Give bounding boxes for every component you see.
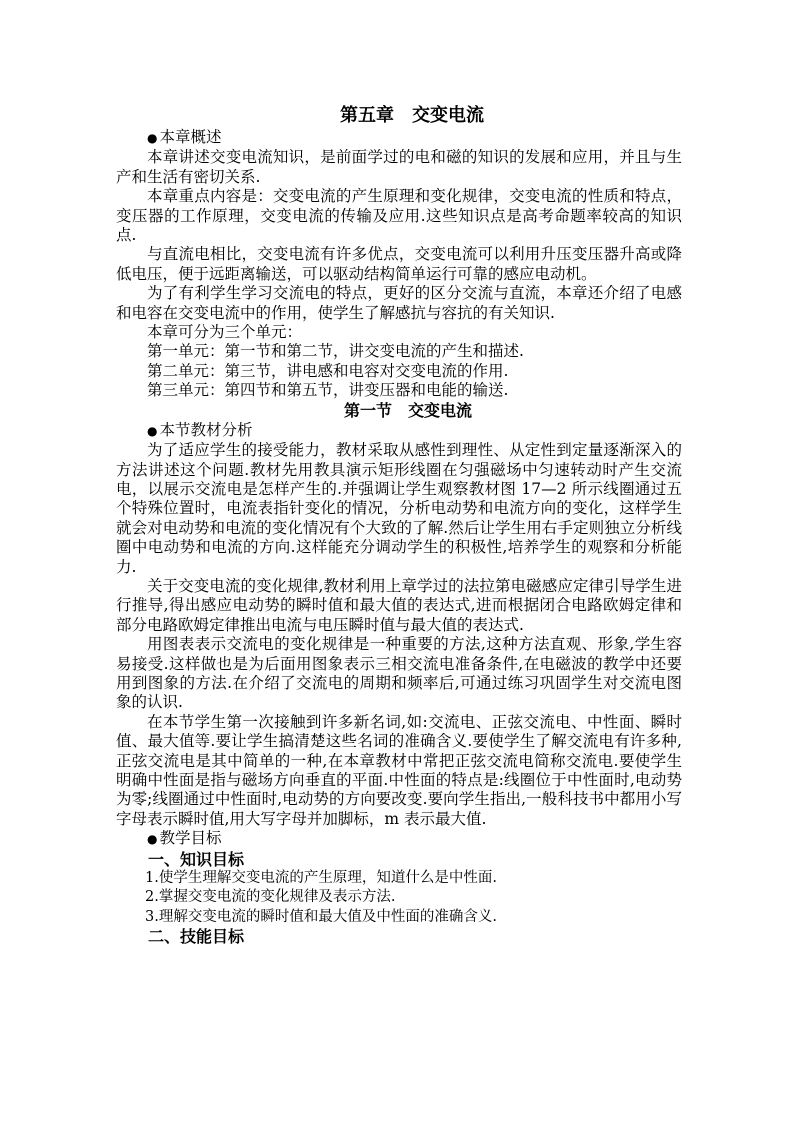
bullet-icon: ● bbox=[147, 832, 158, 847]
overview-paragraph: 为了有利学生学习交流电的特点，更好的区分交流与直流，本章还介绍了电感和电容在交变电流中的作用，使学生了解感抗与容抗的有关知识. bbox=[116, 284, 682, 322]
skill-heading: 二、技能目标 bbox=[148, 927, 245, 947]
analysis-heading: ● 本节教材分析 bbox=[147, 420, 253, 439]
unit-line: 第三单元：第四节和第五节，讲变压器和电能的输送. bbox=[147, 381, 509, 400]
overview-paragraph: 本章重点内容是：交变电流的产生原理和变化规律，交变电流的性质和特点，变压器的工作原理，交变电流的传输及应用.这些知识点是高考命题率较高的知识点. bbox=[116, 187, 682, 245]
analysis-paragraph: 在本节学生第一次接触到许多新名词,如:交流电、正弦交流电、中性面、瞬时值、最大值等.要让学生搞清楚这些名词的准确含义.要使学生了解交流电有许多种,正弦交流电是其中简单的一种,在本章教材中常把正弦交流电简称交流电.要使学生明确中性面是指与磁场方向垂直的平面.中性面的特点是:线圈位于中性面时,电动势为零;线圈通过中性面时,电动势的方向要改变.要向学生指出,一般科技书中都用小写字母表示瞬时值,用大写字母并加脚标，m 表示最大值. bbox=[116, 712, 682, 828]
knowledge-item: 2.掌握交变电流的变化规律及表示方法. bbox=[145, 889, 396, 906]
overview-heading: ● 本章概述 bbox=[147, 128, 222, 146]
knowledge-item: 1.使学生理解交变电流的产生原理，知道什么是中性面. bbox=[145, 870, 497, 887]
knowledge-item: 3.理解交变电流的瞬时值和最大值及中性面的准确含义. bbox=[145, 908, 497, 925]
analysis-paragraph: 为了适应学生的接受能力，教材采取从感性到理性、从定性到定量逐渐深入的方法讲述这个问题.教材先用教具演示矩形线圈在匀强磁场中匀速转动时产生交流电，以展示交流电是怎样产生的.并强调让学生观察教材图 17—2 所示线圈通过五个特殊位置时，电流表指针变化的情况，分析电动势和电流方向的变化，这样学生就会对电动势和电流的变化情况有个大致的了解.然后让学生用右手定则独立分析线圈中电动势和电流的方向.这样能充分调动学生的积极性,培养学生的观察和分析能力. bbox=[116, 441, 682, 576]
overview-paragraph: 本章讲述交变电流知识，是前面学过的电和磁的知识的发展和应用，并且与生产和生活有密切关系. bbox=[116, 148, 682, 186]
overview-paragraph: 与直流电相比，交变电流有许多优点，交变电流可以利用升压变压器升高或降低电压，便于远距离输送，可以驱动结构简单运行可靠的感应电动机。 bbox=[116, 245, 682, 283]
bullet-icon: ● bbox=[147, 423, 158, 438]
bullet-icon: ● bbox=[147, 131, 158, 145]
knowledge-heading: 一、知识目标 bbox=[148, 849, 245, 869]
analysis-paragraph: 用图表表示交流电的变化规律是一种重要的方法,这种方法直观、形象,学生容易接受.这样做也是为后面用图象表示三相交流电准备条件,在电磁波的教学中还要用到图象的方法.在介绍了交流电的周期和频率后,可通过练习巩固学生对交流电图象的认识. bbox=[116, 635, 682, 712]
goals-heading: ● 教学目标 bbox=[147, 829, 222, 848]
section-title: 第一节 交变电流 bbox=[343, 400, 472, 420]
document-content bbox=[116, 104, 682, 947]
overview-paragraph: 本章可分为三个单元： bbox=[147, 323, 303, 342]
unit-line: 第二单元：第三节，讲电感和电容对交变电流的作用. bbox=[147, 361, 509, 380]
chapter-title: 第五章 交变电流 bbox=[340, 105, 484, 126]
unit-line: 第一单元：第一节和第二节，讲交变电流的产生和描述. bbox=[147, 342, 524, 361]
analysis-paragraph: 关于交变电流的变化规律,教材利用上章学过的法拉第电磁感应定律引导学生进行推导,得出感应电动势的瞬时值和最大值的表达式,进而根据闭合电路欧姆定律和部分电路欧姆定律推出电流与电压瞬时值与最大值的表达式. bbox=[116, 576, 682, 634]
